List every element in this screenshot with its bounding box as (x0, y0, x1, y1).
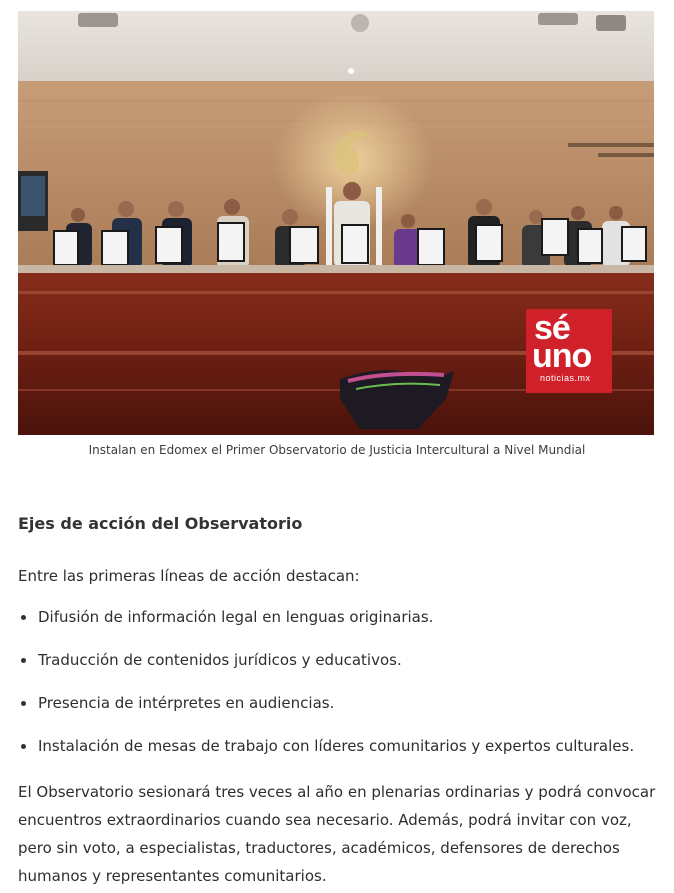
photo-caption: Instalan en Edomex el Primer Observatorio de Justicia Intercultural a Nivel Mundial (88, 443, 586, 457)
list-item (18, 649, 658, 692)
bullet-icon (21, 744, 26, 749)
list-item-text: Presencia de intérpretes en audiencias. (38, 694, 335, 712)
bullet-icon (21, 701, 26, 706)
body-paragraph: El Observatorio sesionará tres veces al año en plenarias ordinarias y podrá convocar encuentros extraordinarios cuando sea necesario. Además, podrá invitar con voz, pero sin voto, a especialistas, traductores, académicos, defensores de derechos humanos y representantes comunitarios. (18, 783, 656, 885)
list-item-text: Instalación de mesas de trabajo con líderes comunitarios y expertos culturales. (38, 737, 635, 755)
list-item-text: Traducción de contenidos jurídicos y educativos. (38, 651, 402, 669)
logo-line-1: sé (534, 309, 570, 347)
logo-line-2: uno (532, 337, 592, 375)
list-item (18, 606, 658, 649)
article-photo (18, 11, 654, 435)
seuno-logo (526, 309, 612, 393)
intro-text: Entre las primeras líneas de acción destacan: (18, 567, 360, 585)
section-heading: Ejes de acción del Observatorio (18, 514, 303, 533)
bullet-icon (21, 658, 26, 663)
action-list (18, 606, 658, 778)
list-item (18, 735, 658, 778)
list-item (18, 692, 658, 735)
bullet-icon (21, 615, 26, 620)
list-item-text: Difusión de información legal en lenguas originarias. (38, 608, 434, 626)
logo-line-3: noticias.mx (540, 373, 591, 383)
